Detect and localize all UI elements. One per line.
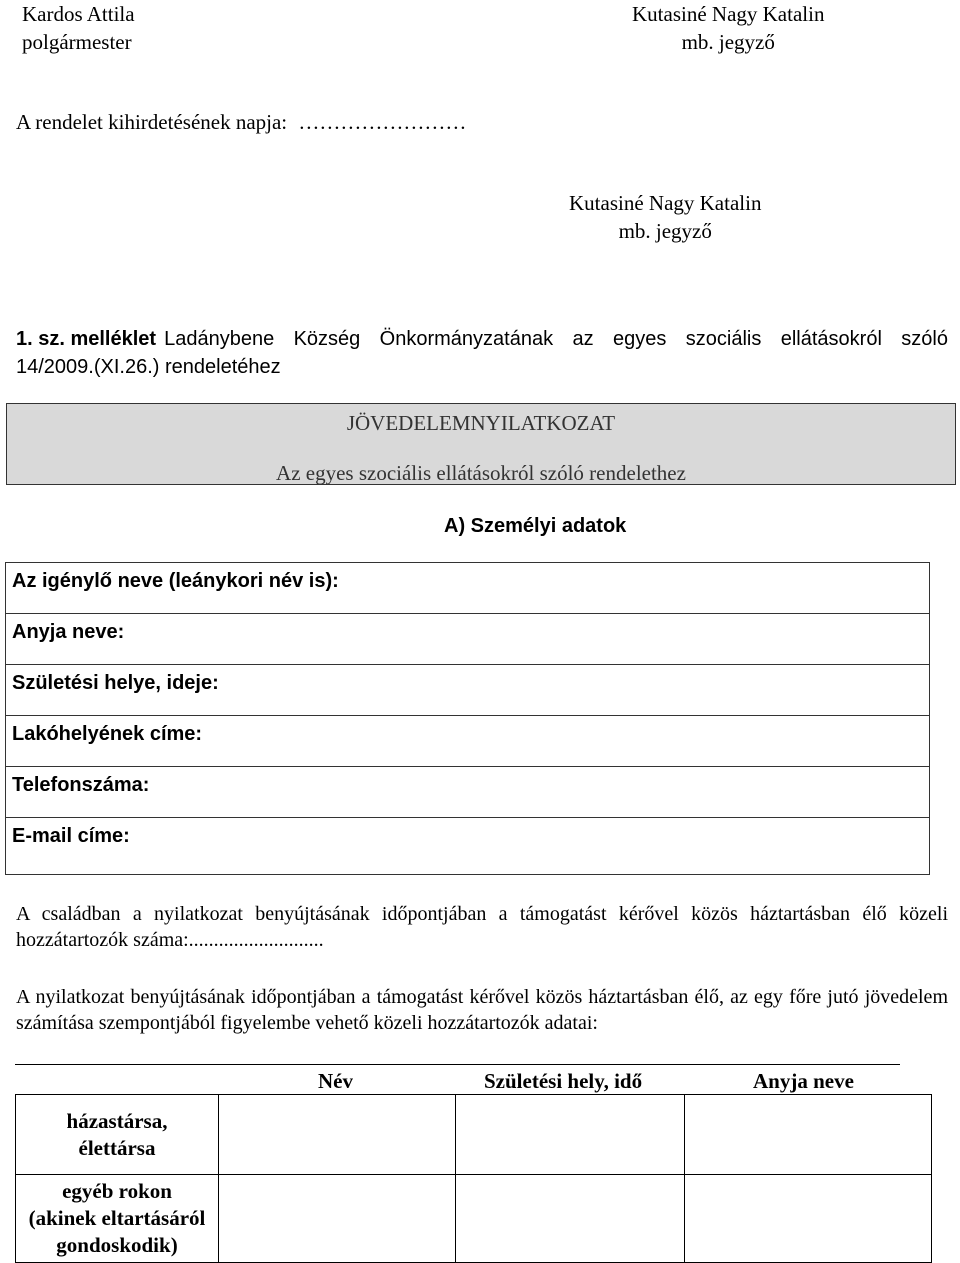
field-label: Telefonszáma: bbox=[12, 774, 150, 796]
annex-text-line2: 14/2009.(XI.26.) rendeletéhez bbox=[16, 356, 281, 378]
promulgation-line bbox=[16, 108, 466, 136]
cell-birth[interactable] bbox=[456, 1175, 685, 1263]
personal-row-birth[interactable] bbox=[6, 665, 929, 716]
notary-signature-block-2 bbox=[569, 189, 761, 245]
cell-mother[interactable] bbox=[685, 1095, 932, 1175]
annex-text-line1: Ladánybene Község Önkormányzatának az egyes szociális ellátásokról szóló bbox=[164, 328, 948, 350]
section-a-heading: A) Személyi adatok bbox=[444, 515, 627, 537]
promulgation-label: A rendelet kihirdetésének napja: bbox=[16, 110, 288, 134]
relative-label-line: egyéb rokon bbox=[62, 1179, 172, 1203]
relative-label-line: házastársa, bbox=[66, 1108, 168, 1133]
income-relatives-text: A nyilatkozat benyújtásának időpontjában a támogatást kérővel közös háztartásban élő, az egy főre jutó jövedelem számítása szempontjából figyelembe vehető közeli hozzátartozók adatai: bbox=[16, 986, 948, 1034]
personal-row-mother[interactable] bbox=[6, 614, 929, 665]
promulgation-dots: …………………… bbox=[298, 110, 467, 134]
cell-birth[interactable] bbox=[456, 1095, 685, 1175]
cell-name[interactable] bbox=[219, 1095, 456, 1175]
document-title: JÖVEDELEMNYILATKOZAT bbox=[346, 411, 616, 435]
mayor-title: polgármester bbox=[22, 30, 132, 54]
personal-row-phone[interactable] bbox=[6, 767, 929, 818]
relative-label-other bbox=[16, 1175, 219, 1263]
notary-signature-block bbox=[632, 0, 824, 56]
personal-row-address[interactable] bbox=[6, 716, 929, 767]
field-label: Születési helye, ideje: bbox=[12, 672, 219, 694]
divider-line bbox=[15, 1064, 900, 1065]
mayor-name: Kardos Attila bbox=[22, 2, 135, 26]
notary2-title: mb. jegyző bbox=[618, 219, 712, 243]
annex-reference bbox=[16, 325, 948, 381]
relatives-row-spouse bbox=[16, 1095, 932, 1175]
document-subtitle: Az egyes szociális ellátásokról szóló rendelethez bbox=[276, 461, 686, 485]
notary2-name: Kutasiné Nagy Katalin bbox=[569, 191, 762, 215]
field-label: Az igénylő neve (leánykori név is): bbox=[12, 570, 339, 592]
relative-label-line: (akinek eltartásáról bbox=[28, 1206, 206, 1230]
header-birth: Születési hely, idő bbox=[484, 1069, 643, 1093]
relatives-table bbox=[15, 1094, 932, 1263]
cell-mother[interactable] bbox=[685, 1175, 932, 1263]
notary-name: Kutasiné Nagy Katalin bbox=[632, 2, 825, 26]
annex-label: 1. sz. melléklet bbox=[16, 328, 157, 350]
personal-row-name[interactable] bbox=[6, 563, 929, 614]
personal-data-table bbox=[5, 562, 930, 875]
field-label: Anyja neve: bbox=[12, 621, 125, 643]
household-members-text: A családban a nyilatkozat benyújtásának időpontjában a támogatást kérővel közös háztartásban élő közeli hozzátartozók száma:........................... bbox=[16, 903, 948, 951]
field-label: Lakóhelyének címe: bbox=[12, 723, 203, 745]
cell-name[interactable] bbox=[219, 1175, 456, 1263]
relative-label-line: gondoskodik) bbox=[56, 1233, 178, 1257]
header-name: Név bbox=[318, 1069, 353, 1093]
field-label: E-mail címe: bbox=[12, 825, 130, 847]
mayor-signature-block bbox=[22, 0, 135, 56]
title-box bbox=[6, 403, 956, 485]
personal-row-email[interactable] bbox=[6, 818, 929, 874]
relatives-row-other bbox=[16, 1175, 932, 1263]
notary-title: mb. jegyző bbox=[681, 30, 775, 54]
relative-label-spouse bbox=[16, 1095, 219, 1175]
header-mother: Anyja neve bbox=[753, 1069, 854, 1093]
relative-label-line: élettársa bbox=[78, 1135, 156, 1160]
